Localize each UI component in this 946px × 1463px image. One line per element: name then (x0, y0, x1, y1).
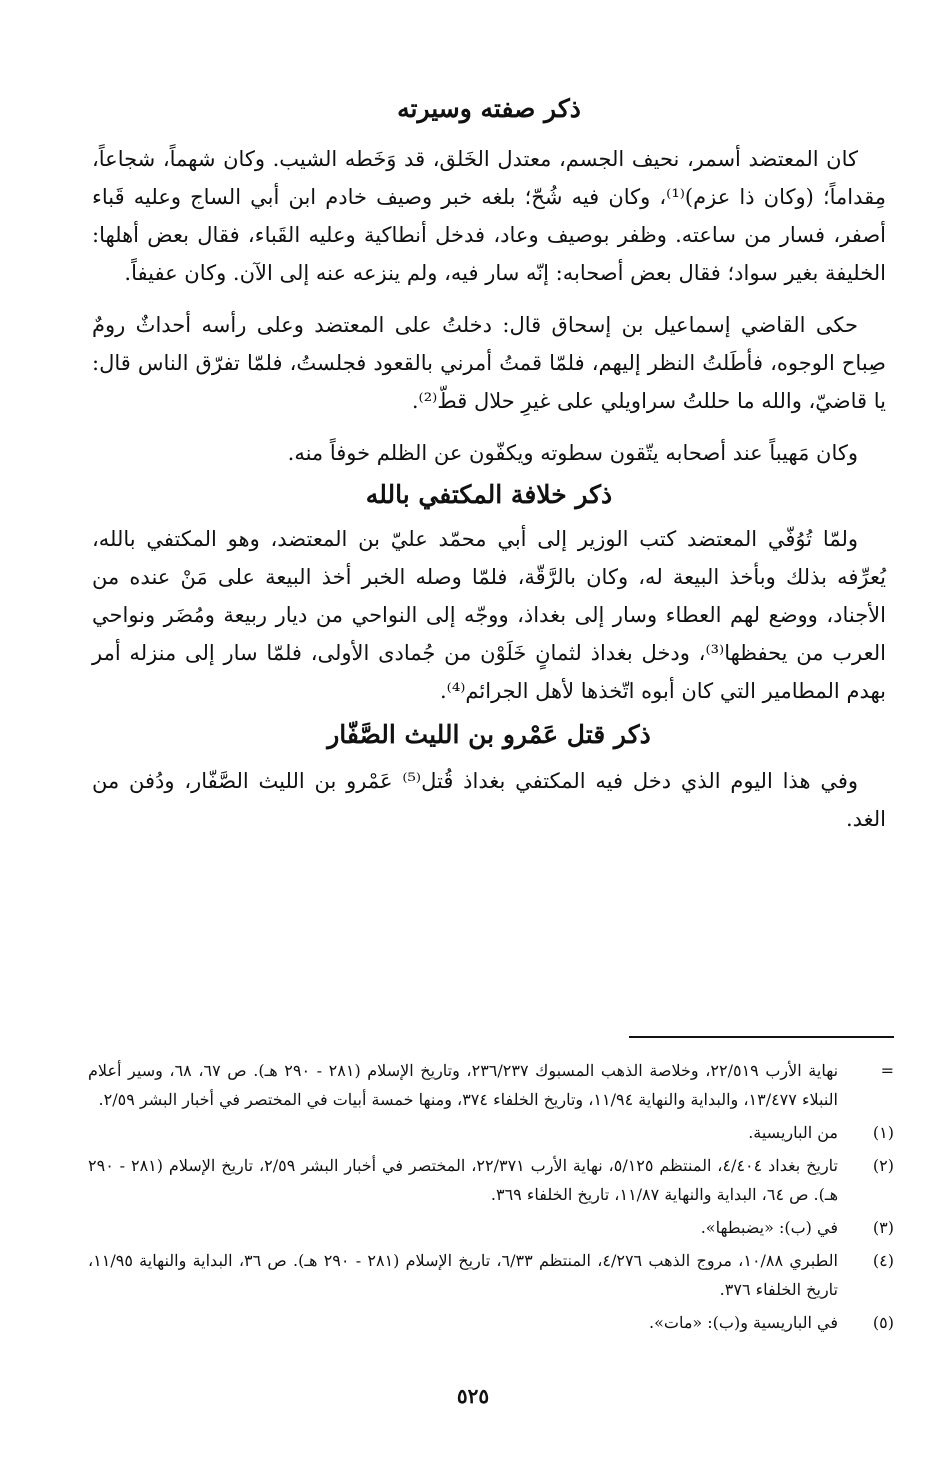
footnote-number: (٤) (872, 1251, 894, 1270)
footnote-number: (٢) (872, 1156, 894, 1175)
footnote (88, 1213, 894, 1242)
footnote-number: (١) (872, 1123, 894, 1142)
section-heading: ذكر خلافة المكتفي بالله (365, 480, 613, 509)
footnote (88, 1308, 894, 1337)
body-paragraph: وكان مَهيباً عند أصحابه يتّقون سطوته ويكفّون عن الظلم خوفاً منه. (287, 441, 858, 465)
footnote-text: تاريخ بغداد ٤/٤٠٤، المنتظم ٥/١٢٥، نهاية الأرب ٢٢/٣٧١، المختصر في أخبار البشر ٢/٥٩، تاريخ الإسلام (٢٨١ - ٢٩٠ هـ). ص ٦٤، البداية والنهاية ١١/٨٧، تاريخ الخلفاء ٣٦٩. (88, 1156, 838, 1204)
body-paragraph: وفي هذا اليوم الذي دخل فيه المكتفي بغداذ قُتل⁽⁵⁾ عَمْرو بن الليث الصَّفّار، ودُفن من الغد. (92, 769, 886, 831)
footnote-number: = (880, 1061, 894, 1080)
page-number: ٥٢٥ (456, 1384, 490, 1408)
body-paragraph: ولمّا تُوُفّي المعتضد كتب الوزير إلى أبي محمّد عليّ بن المعتضد، وهو المكتفي بالله، يُعرِّفه بذلك وبأخذ البيعة له، وكان بالرَّقّة، فلمّا وصله الخبر أخذ البيعة على مَنْ عنده من الأجناد، ووضع لهم العطاء وسار إلى بغداذ، ووجّه إلى النواحي من ديار ربيعة ومُضَر ونواحي العرب من يحفظها⁽³⁾، ودخل بغداذ لثمانٍ خَلَوْن من جُمادى الأولى، فلمّا سار إلى منزله أمر بهدم المطامير التي كان أبوه اتّخذها لأهل الجرائم⁽⁴⁾. (92, 527, 886, 703)
footnote-number: (٥) (872, 1313, 894, 1332)
footnote-divider (629, 1036, 894, 1038)
footnote-text: نهاية الأرب ٢٢/٥١٩، وخلاصة الذهب المسبوك ٢٣٦/٢٣٧، وتاريخ الإسلام (٢٨١ - ٢٩٠ هـ). ص ٦٧، ٦٨، وسير أعلام النبلاء ١٣/٤٧٧، والبداية والنهاية ١١/٩٤، وتاريخ الخلفاء ٣٧٤، ومنها خمسة أبيات في المختصر في أخبار البشر ٢/٥٩. (88, 1061, 839, 1109)
footnote (88, 1151, 894, 1209)
footnote (88, 1118, 894, 1147)
footnote (88, 1246, 894, 1304)
footnote-text: في (ب): «يضبطها». (700, 1218, 838, 1237)
body-paragraph: حكى القاضي إسماعيل بن إسحاق قال: دخلتُ على المعتضد وعلى رأسه أحداثٌ رومٌ صِباح الوجوه، فأطَلتُ النظر إليهم، فلمّا قمتُ أمرني بالقعود فجلستُ، فلمّا تفرّق الناس قال: يا قاضيّ، والله ما حللتُ سراويلي على غيرِ حلال قطّ⁽²⁾. (92, 313, 886, 413)
section-heading: ذكر صفته وسيرته (397, 94, 581, 123)
book-page (0, 92, 946, 1463)
footnotes (88, 1056, 894, 1341)
footnote-text: من الباريسية. (748, 1123, 838, 1142)
body-paragraph: كان المعتضد أسمر، نحيف الجسم، معتدل الخَلق، قد وَخَطه الشيب. وكان شهماً، شجاعاً، مِقداماً؛ (وكان ذا عزم)⁽¹⁾، وكان فيه شُحّ؛ بلغه خبر وصيف خادم ابن أبي الساج وعليه قَباء أصفر، فسار من ساعته. وظفر بوصيف وعاد، فدخل أنطاكية وعليه القَباء، فقال بعض أهلها: الخليفة بغير سواد؛ فقال بعض أصحابه: إنّه سار فيه، ولم ينزعه عنه إلى الآن. وكان عفيفاً. (92, 147, 886, 285)
footnote-text: الطبري ١٠/٨٨، مروج الذهب ٤/٢٧٦، المنتظم ٦/٣٣، تاريخ الإسلام (٢٨١ - ٢٩٠ هـ). ص ٣٦، البداية والنهاية ١١/٩٥، تاريخ الخلفاء ٣٧٦. (88, 1251, 838, 1299)
footnote-text: في الباريسية و(ب): «مات». (649, 1313, 838, 1332)
section-heading: ذكر قتل عَمْرو بن الليث الصَّفّار (327, 720, 651, 749)
footnote-number: (٣) (872, 1218, 894, 1237)
footnote (88, 1056, 894, 1114)
